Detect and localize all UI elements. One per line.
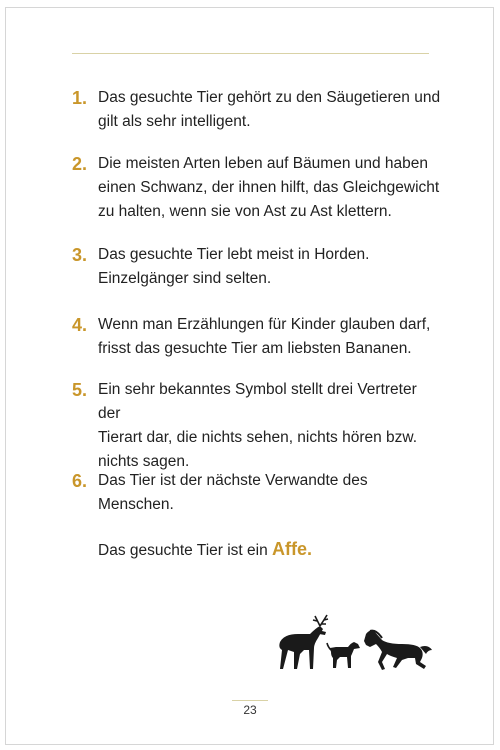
bottom-rule bbox=[232, 700, 268, 701]
clue-number: 2. bbox=[72, 154, 88, 174]
clue-number: 1. bbox=[72, 88, 88, 108]
clue-number: 4. bbox=[72, 315, 88, 335]
clue-4 bbox=[72, 313, 442, 361]
animals-illustration bbox=[270, 614, 435, 674]
clue-3 bbox=[72, 243, 442, 291]
answer-line bbox=[98, 537, 312, 563]
clue-number: 6. bbox=[72, 471, 88, 491]
clue-number: 3. bbox=[72, 245, 88, 265]
page-number: 23 bbox=[243, 703, 257, 717]
clue-text: Die meisten Arten leben auf Bäumen und haben einen Schwanz, der ihnen hilft, das Gleichgewicht zu halten, wenn sie von Ast zu Ast klettern. bbox=[98, 155, 440, 220]
clue-1 bbox=[72, 86, 442, 134]
answer-word: Affe. bbox=[272, 539, 313, 559]
clue-text: Wenn man Erzählungen für Kinder glauben darf, frisst das gesuchte Tier am liebsten Bananen. bbox=[98, 316, 431, 357]
clue-5 bbox=[72, 378, 442, 474]
clue-number: 5. bbox=[72, 380, 88, 400]
top-rule bbox=[72, 53, 429, 54]
clue-2 bbox=[72, 152, 442, 224]
clue-text: Das Tier ist der nächste Verwandte des Menschen. bbox=[98, 472, 368, 513]
clue-text: Ein sehr bekanntes Symbol stellt drei Vertreter der Tierart dar, die nichts sehen, nichts hören bzw. nichts sagen. bbox=[98, 381, 418, 470]
answer-prefix: Das gesuchte Tier ist ein bbox=[98, 542, 273, 559]
deer-icon bbox=[279, 615, 328, 669]
clue-text: Das gesuchte Tier lebt meist in Horden. Einzelgänger sind selten. bbox=[98, 246, 370, 287]
horse-icon bbox=[364, 630, 432, 670]
clue-text: Das gesuchte Tier gehört zu den Säugetieren und gilt als sehr intelligent. bbox=[98, 89, 441, 130]
clue-6 bbox=[72, 469, 442, 517]
dog-icon bbox=[327, 642, 360, 668]
